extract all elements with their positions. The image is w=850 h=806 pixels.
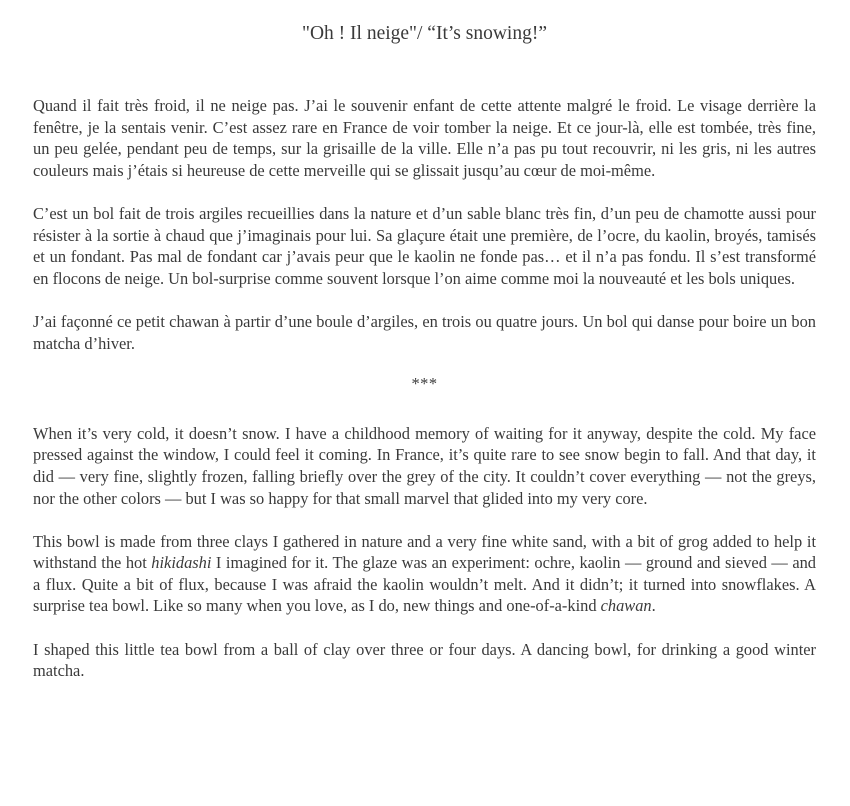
section-separator: *** [411, 374, 438, 394]
english-paragraph-3: I shaped this little tea bowl from a ball of clay over three or four days. A dancing bowl, for drinking a good winter matcha. [33, 639, 816, 681]
english-paragraph-2 [33, 531, 816, 617]
chawan-term: chawan [600, 596, 652, 616]
title-spacer [33, 46, 816, 95]
english-p2-text-b: I imagined for it. The glaze was an experiment: ochre, kaolin — ground and sieved — and a flux. Quite a bit of flux, because I was afraid the kaolin wouldn’t melt. And it didn’t; it turned into snowflakes. A surprise tea bowl. Like so many when you love, as I do, new things and one-of-a-kind [33, 553, 816, 616]
french-section [33, 95, 816, 354]
french-paragraph-1: Quand il fait très froid, il ne neige pas. J’ai le souvenir enfant de cette attente malgré le froid. Le visage derrière la fenêtre, je la sentais venir. C’est assez rare en France de voir tomber la neige. Et ce jour-là, elle est tombée, très fine, un peu gelée, pendant peu de temps, sur la grisaille de la ville. Elle n’a pas pu tout recouvrir, ni les gris, ni les autres couleurs mais j’étais si heureuse de cette merveille qui se glissait jusqu’au cœur de moi-même. [33, 96, 816, 180]
french-paragraph-3: J’ai façonné ce petit chawan à partir d’une boule d’argiles, en trois ou quatre jours. Un bol qui danse pour boire un bon matcha d’hiver. [33, 311, 816, 353]
english-section [33, 423, 816, 682]
english-p2-text-a: This bowl is made from three clays I gathered in nature and a very fine white sand, with a bit of grog added to help it withstand the hot [33, 531, 816, 573]
english-p2-text-c: . [651, 596, 656, 616]
hikidashi-term: hikidashi [151, 553, 212, 573]
separator-spacer [33, 395, 816, 423]
english-paragraph-1: When it’s very cold, it doesn’t snow. I have a childhood memory of waiting for it anyway, despite the cold. My face pressed against the window, I could feel it coming. In France, it’s quite rare to see snow begin to fall. And that day, it did — very fine, slightly frozen, falling briefly over the grey of the city. It couldn’t cover everything — not the greys, nor the other colors — but I was so happy for that small marvel that glided into my very core. [33, 423, 816, 508]
french-paragraph-2: C’est un bol fait de trois argiles recueillies dans la nature et d’un sable blanc très fin, d’un peu de chamotte aussi pour résister à la sortie à chaud que j’imaginais pour lui. Sa glaçure était une première, de l’ocre, du kaolin, broyés, tamisés et un fondant. Pas mal de fondant car j’avais peur que le kaolin ne fonde pas… et il n’a pas fondu. Il s’est transformé en flocons de neige. Un bol-surprise comme souvent lorsque l’on aime comme moi la nouveauté et les bols uniques. [33, 203, 816, 288]
document-title: "Oh ! Il neige"/ “It’s snowing!” [302, 23, 547, 44]
